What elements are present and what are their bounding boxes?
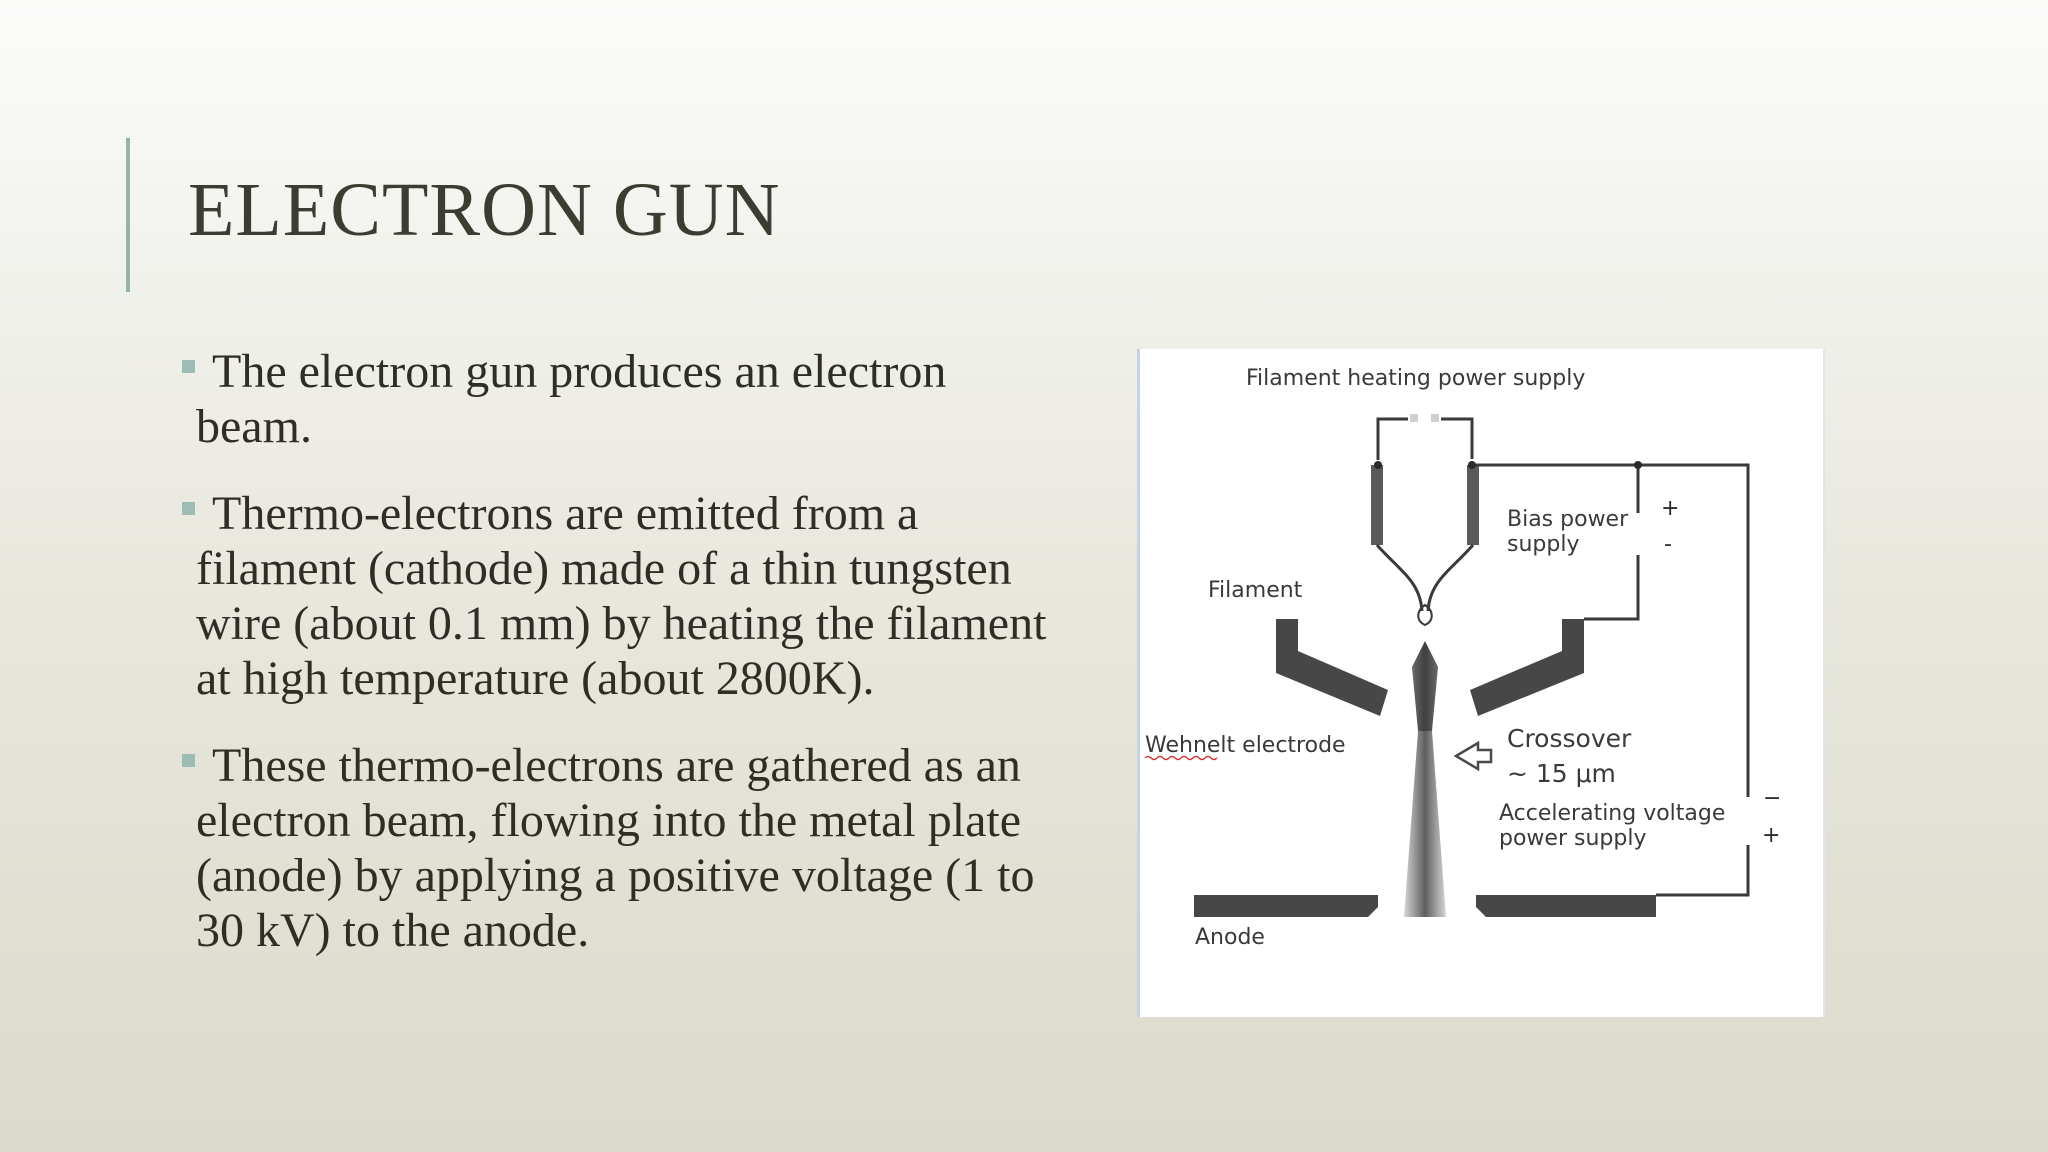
- bullet-item: [182, 344, 1062, 454]
- accel-minus-sign: −: [1763, 786, 1782, 811]
- wire-node: [1468, 461, 1476, 469]
- bullet-list: [182, 344, 1062, 990]
- bullet-item: [182, 486, 1062, 706]
- bullet-square-icon: [182, 754, 195, 767]
- wire-node: [1374, 461, 1382, 469]
- bullet-text: The electron gun produces an electron beam.: [196, 345, 947, 453]
- label-crossover: Crossover: [1507, 724, 1632, 753]
- filament-supply-wiring: [1378, 419, 1472, 543]
- electron-gun-diagram: [1137, 349, 1825, 1017]
- filament-wire: [1377, 545, 1473, 611]
- bullet-item: [182, 738, 1062, 958]
- diagram-svg: [1140, 349, 1828, 1017]
- anode-plate-right: [1476, 895, 1656, 917]
- crossover-arrow-icon: [1456, 743, 1491, 769]
- bullet-square-icon: [182, 502, 195, 515]
- bias-plus-sign: +: [1661, 496, 1680, 521]
- bias-minus-sign: -: [1664, 532, 1672, 557]
- label-wehnelt: Wehnelt electrode: [1145, 733, 1346, 758]
- label-filament: Filament: [1208, 578, 1303, 603]
- label-filament-supply: Filament heating power supply: [1246, 366, 1586, 391]
- title-accent-bar: [126, 138, 130, 292]
- slide-title: ELECTRON GUN: [188, 168, 781, 252]
- electron-beam: [1404, 731, 1446, 917]
- supply-terminal-right: [1431, 414, 1439, 422]
- cathode-tip: [1412, 641, 1438, 731]
- label-accel-line2: power supply: [1499, 826, 1647, 851]
- filament-tip: [1418, 605, 1432, 625]
- bullet-square-icon: [182, 360, 195, 373]
- wire-node: [1634, 461, 1642, 469]
- label-bias-line1: Bias power: [1507, 507, 1629, 532]
- label-bias-line2: supply: [1507, 532, 1580, 557]
- wehnelt-electrode-right: [1470, 619, 1584, 716]
- bullet-text: These thermo-electrons are gathered as an electron beam, flowing into the metal plate (anode) by applying a positive voltage (1 to 30 kV) to the anode.: [196, 739, 1035, 957]
- supply-terminal-left: [1410, 414, 1418, 422]
- label-anode: Anode: [1195, 925, 1265, 950]
- bullet-text: Thermo-electrons are emitted from a filament (cathode) made of a thin tungsten wire (about 0.1 mm) by heating the filament at high temperature (about 2800K).: [196, 487, 1047, 705]
- wehnelt-electrode-left: [1276, 619, 1388, 716]
- anode-plate-left: [1194, 895, 1378, 917]
- accel-plus-sign: +: [1762, 823, 1781, 848]
- label-crossover-size: ~ 15 μm: [1507, 759, 1616, 788]
- filament-leg-left: [1371, 465, 1383, 545]
- label-accel-line1: Accelerating voltage: [1499, 801, 1726, 826]
- filament-leg-right: [1467, 465, 1479, 545]
